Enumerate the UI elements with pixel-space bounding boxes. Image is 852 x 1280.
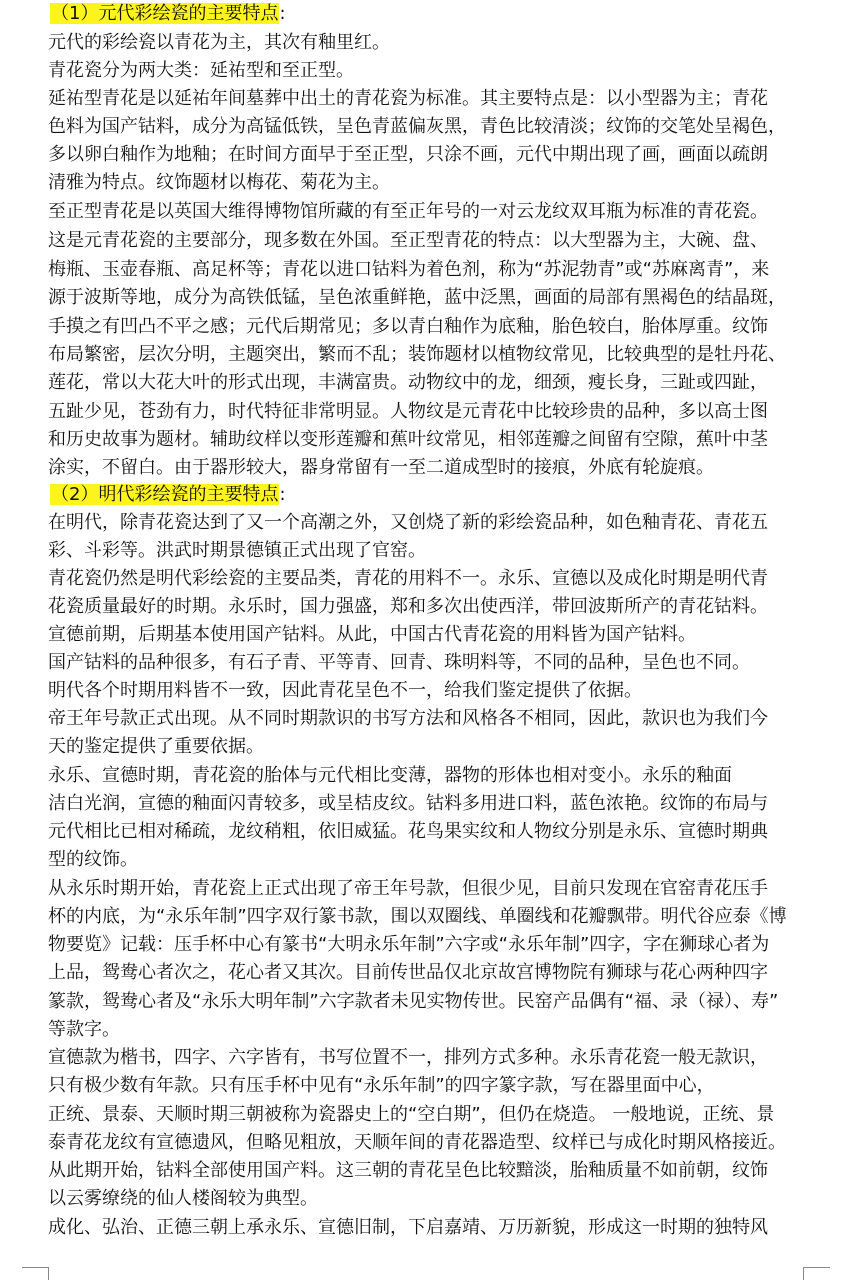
text-line: 至正型青花是以英国大维得博物馆所藏的有至正年号的一对云龙纹双耳瓶为标准的青花瓷。 [48, 201, 768, 222]
text-line: 正统、景泰、天顺时期三朝被称为瓷器史上的“空白期”，但仍在烧造。 一般地说，正统、景 [48, 1104, 775, 1125]
text-line: 只有极少数有年款。只有压手杯中见有“永乐年制”的四字篆字款，写在器里面中心， [48, 1075, 715, 1096]
text-line: 帝王年号款正式出现。从不同时期款识的书写方法和风格各不相同，因此，款识也为我们今 [48, 708, 768, 729]
text-line: 从永乐时期开始，青花瓷上正式出现了帝王年号款，但很少见，目前只发现在官窑青花压手 [48, 878, 768, 899]
text-line: 宣德前期，后期基本使用国产钴料。从此，中国古代青花瓷的用料皆为国产钴料。 [48, 624, 696, 645]
section-heading-yuan [50, 1, 286, 27]
text-line: 国产钴料的品种很多，有石子青、平等青、回青、珠明料等，不同的品种，呈色也不同。 [48, 652, 750, 673]
text-line: 从此期开始，钴料全部使用国产料。这三朝的青花呈色比较黯淡，胎釉质量不如前朝，纹饰 [48, 1160, 768, 1181]
text-line: 洁白光润，宣德的釉面闪青较多，或呈桔皮纹。钴料多用进口料，蓝色浓艳。纹饰的布局与 [48, 793, 768, 814]
text-line: 元代相比已相对稀疏，龙纹稍粗，依旧威猛。花鸟果实纹和人物纹分别是永乐、宣德时期典 [48, 821, 768, 842]
text-line: 多以卵白釉作为地釉；在时间方面早于至正型，只涂不画，元代中期出现了画，画面以疏朗 [48, 144, 768, 165]
text-line: 青花瓷分为两大类：延祐型和至正型。 [48, 60, 354, 81]
text-line: 元代的彩绘瓷以青花为主，其次有釉里红。 [48, 32, 390, 53]
text-line: 明代各个时期用料皆不一致，因此青花呈色不一，给我们鉴定提供了依据。 [48, 680, 642, 701]
text-line: 和历史故事为题材。辅助纹样以变形莲瓣和蕉叶纹常见，相邻莲瓣之间留有空隙，蕉叶中茎 [48, 429, 768, 450]
text-line: 源于波斯等地，成分为高铁低锰，呈色浓重鲜艳，蓝中泛黑，画面的局部有黑褐色的结晶斑， [48, 287, 786, 308]
heading-highlight: （1）元代彩绘瓷的主要特点 [51, 3, 279, 24]
page-corner-mark-right [803, 1267, 830, 1280]
text-line: 等款字。 [48, 1019, 120, 1040]
text-line: 泰青花龙纹有宣德遗风，但略见粗放，天顺年间的青花器造型、纹样已与成化时期风格接近。 [48, 1132, 786, 1153]
text-line: 手摸之有凹凸不平之感；元代后期常见；多以青白釉作为底釉，胎色较白，胎体厚重。纹饰 [48, 316, 768, 337]
text-line: 花瓷质量最好的时期。永乐时，国力强盛，郑和多次出使西洋，带回波斯所产的青花钴料。 [48, 596, 768, 617]
text-line: 彩、斗彩等。洪武时期景德镇正式出现了官窑。 [48, 540, 426, 561]
text-line: 以云雾缭绕的仙人楼阁较为典型。 [48, 1188, 318, 1209]
text-line: 宣德款为楷书，四字、六字皆有，书写位置不一，排列方式多种。永乐青花瓷一般无款识， [48, 1047, 768, 1068]
text-line: 梅瓶、玉壶春瓶、高足杯等；青花以进口钴料为着色剂，称为“苏泥勃青”或“苏麻离青”，来 [48, 259, 770, 280]
text-line: 青花瓷仍然是明代彩绘瓷的主要品类，青花的用料不一。永乐、宣德以及成化时期是明代青 [48, 568, 768, 589]
text-line: 型的纹饰。 [48, 849, 138, 870]
text-line: 清雅为特点。纹饰题材以梅花、菊花为主。 [48, 172, 390, 193]
text-line: 物要览》记载：压手杯中心有篆书“大明永乐年制”六字或“永乐年制”四字，字在狮球心者为 [48, 934, 770, 955]
text-line: 色料为国产钴料，成分为高锰低铁，呈色青蓝偏灰黑，青色比较清淡；纹饰的交笔处呈褐色， [48, 116, 786, 137]
text-line: 篆款，鸳鸯心者及“永乐大明年制”六字款者未见实物传世。民窑产品偶有“福、录（禄）、寿” [48, 991, 779, 1012]
text-line: 涂实，不留白。由于器形较大，器身常留有一至二道成型时的接痕，外底有轮旋痕。 [48, 457, 714, 478]
heading-colon: : [279, 484, 286, 505]
text-line: 延祐型青花是以延祐年间墓葬中出土的青花瓷为标准。其主要特点是：以小型器为主；青花 [48, 88, 768, 109]
heading-highlight: （2）明代彩绘瓷的主要特点 [51, 484, 279, 505]
text-line: 天的鉴定提供了重要依据。 [48, 736, 264, 757]
section-heading-ming [50, 482, 286, 508]
page-corner-mark-left [22, 1267, 49, 1280]
text-line: 成化、弘治、正德三朝上承永乐、宣德旧制，下启嘉靖、万历新貌，形成这一时期的独特风 [48, 1217, 768, 1238]
text-line: 莲花，常以大花大叶的形式出现，丰满富贵。动物纹中的龙，细颈，瘦长身，三趾或四趾， [48, 372, 768, 393]
heading-colon: : [279, 3, 286, 24]
text-line: 这是元青花瓷的主要部分，现多数在外国。至正型青花的特点：以大型器为主，大碗、盘、 [48, 230, 768, 251]
text-line: 五趾少见，苍劲有力，时代特征非常明显。人物纹是元青花中比较珍贵的品种，多以高士图 [48, 401, 768, 422]
text-line: 永乐、宣德时期，青花瓷的胎体与元代相比变薄，器物的形体也相对变小。永乐的釉面 [48, 765, 732, 786]
text-line: 在明代，除青花瓷达到了又一个高潮之外，又创烧了新的彩绘瓷品种，如色釉青花、青花五 [48, 512, 768, 533]
text-line: 上品，鸳鸯心者次之，花心者又其次。目前传世品仅北京故宫博物院有狮球与花心两种四字 [48, 962, 768, 983]
text-line: 布局繁密，层次分明，主题突出，繁而不乱；装饰题材以植物纹常见，比较典型的是牡丹花、 [48, 344, 786, 365]
text-line: 杯的内底，为“永乐年制”四字双行篆书款，围以双圈线、单圈线和花瓣飘带。明代谷应泰《博 [48, 906, 787, 927]
